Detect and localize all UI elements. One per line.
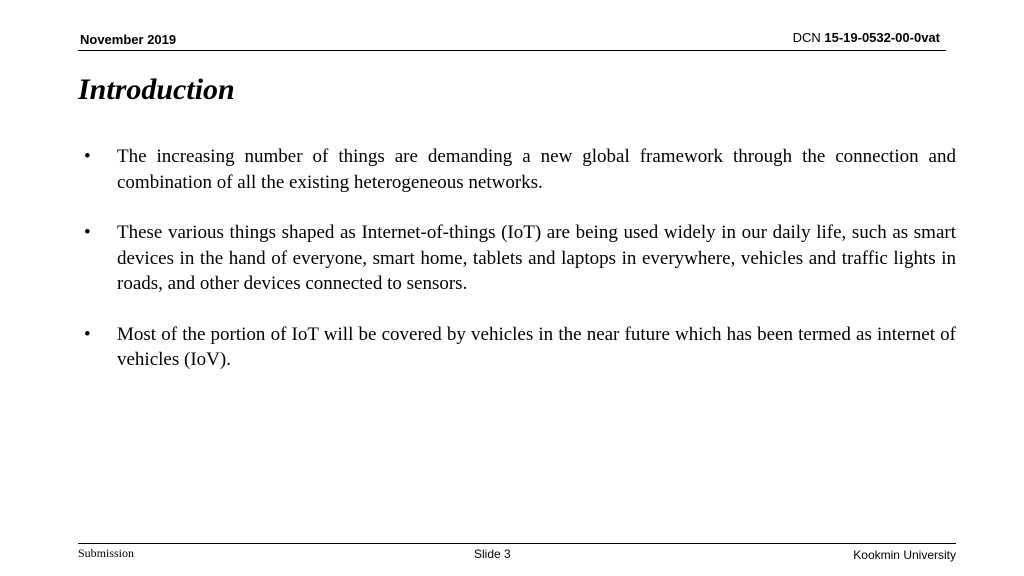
bullet-item (84, 144, 956, 195)
footer-divider (78, 543, 956, 544)
dcn-number: 15-19-0532-00-0vat (824, 30, 940, 45)
footer-organization: Kookmin University (853, 548, 956, 562)
bullet-text: The increasing number of things are demanding a new global framework through the connection and combination of all the existing heterogeneous networks. (117, 146, 956, 193)
slide-number: Slide 3 (474, 547, 511, 561)
slide-title: Introduction (78, 73, 235, 106)
header-divider (78, 50, 946, 51)
bullet-text: These various things shaped as Internet-of-things (IoT) are being used widely in our daily life, such as smart devices in the hand of everyone, smart home, tablets and laptops in everywhere, vehicles and traffic lights in roads, and other devices connected to sensors. (117, 222, 956, 294)
bullet-item (84, 220, 956, 297)
header-dcn (793, 30, 940, 46)
bullet-text: Most of the portion of IoT will be covered by vehicles in the near future which has been termed as internet of vehicles (IoV). (117, 323, 956, 370)
bullet-dot-icon: • (84, 146, 91, 167)
bullet-list (84, 144, 956, 373)
dcn-label: DCN (792, 30, 821, 45)
bullet-dot-icon: • (84, 323, 91, 345)
bullet-item (84, 322, 956, 373)
footer-submission: Submission (78, 546, 135, 560)
header-date: November 2019 (80, 32, 177, 47)
bullet-dot-icon: • (84, 222, 91, 243)
